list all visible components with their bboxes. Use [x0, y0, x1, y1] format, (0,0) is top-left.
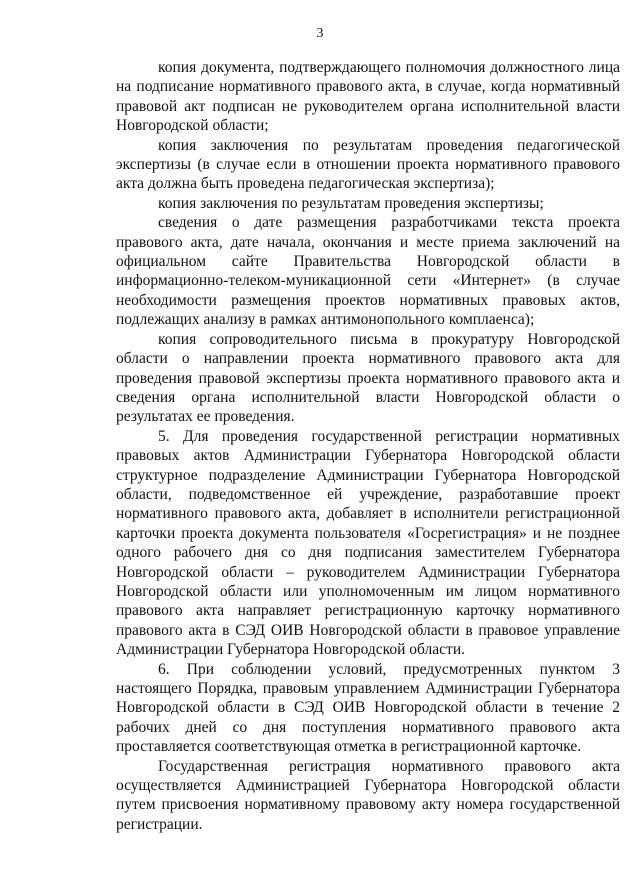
paragraph-authority-copy: копия документа, подтверждающего полномочия должностного лица на подписание нормативного правового акта, в случае, когда нормативный правовой акт подписан не руководителем органа исполнительной власти Новгородской области; [116, 59, 620, 135]
paragraph-item-5: 5. Для проведения государственной регистрации нормативных правовых актов Администрации Губернатора Новгородской области структурное подразделение Администрации Губернатора Новгородской области, подведомственное ей учреждение, разработавшие проект нормативного правового акта, добавляет в исполнители регистрационной карточки проекта документа пользователя «Госрегистрация» и не позднее одного рабочего дня со дня подписания заместителем Губернатора Новгородской области – руководителем Администрации Губернатора Новгородской области или уполномоченным им лицом нормативного правового акта направляет регистрационную карточку нормативного правового акта в СЭД ОИВ Новгородской области в правовое управление Администрации Губернатора Новгородской области. [116, 427, 620, 659]
page-number: 3 [316, 26, 324, 41]
paragraph-expertise-conclusion: копия заключения по результатам проведения экспертизы; [158, 194, 544, 212]
paragraph-item-6: 6. При соблюдении условий, предусмотренных пунктом 3 настоящего Порядка, правовым управлением Администрации Губернатора Новгородской области в СЭД ОИВ Новгородской области в течение 2 рабочих дней со дня поступления нормативного правового акта проставляется соответствующая отметка в регистрационной карточке. [116, 660, 620, 756]
paragraph-prosecutor-letter: копия сопроводительного письма в прокуратуру Новгородской области о направлении проекта нормативного правового акта для проведения правовой экспертизы проекта нормативного правового акта и сведения органа исполнительной власти Новгородской области о результатах ее проведения. [116, 330, 620, 426]
paragraph-state-registration: Государственная регистрация нормативного правового акта осуществляется Администрацией Губернатора Новгородской области путем присвоения нормативному правовому акту номера государственной регистрации. [116, 757, 620, 833]
paragraph-publication-info: сведения о дате размещения разработчиками текста проекта правового акта, дате начала, окончания и месте приема заключений на официальном сайте Правительства Новгородской области в информационно-телеком-муникационной сети «Интернет» (в случае необходимости размещения проектов нормативных правовых актов, подлежащих анализу в рамках антимонопольного комплаенса); [116, 214, 620, 329]
paragraph-pedagogical-expertise: копия заключения по результатам проведения педагогической экспертизы (в случае если в отношении проекта нормативного правового акта должна быть проведена педагогическая экспертиза); [116, 136, 620, 193]
document-body [116, 58, 620, 834]
